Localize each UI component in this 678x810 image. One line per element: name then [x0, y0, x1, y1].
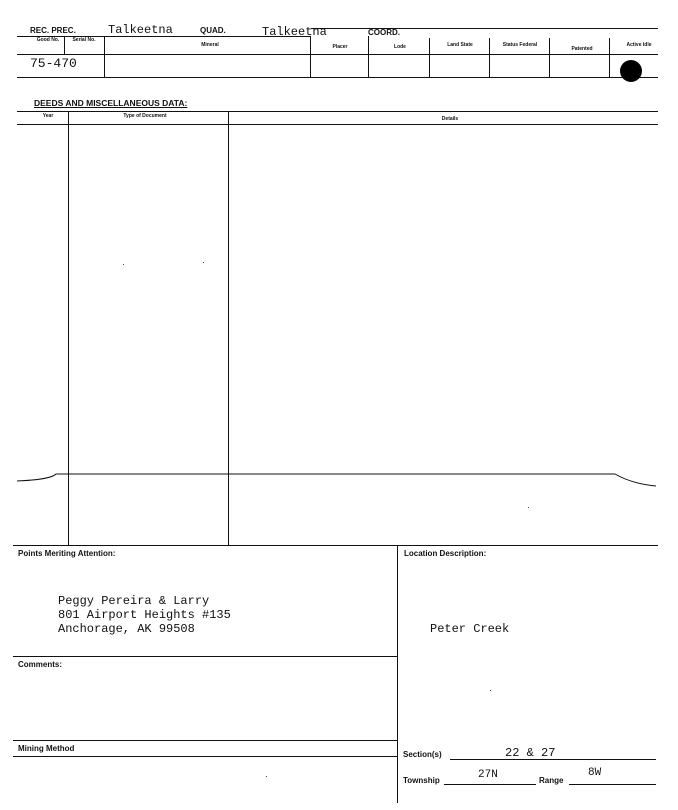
comments-label: Comments:	[18, 660, 63, 669]
scan-dot	[266, 776, 267, 777]
points-label: Points Meriting Attention:	[18, 549, 116, 558]
deeds-header-bottom	[17, 124, 658, 125]
scan-dot	[123, 264, 124, 265]
col-active-idle: Active Idle	[626, 42, 652, 48]
fold-line	[0, 466, 678, 496]
col-divider-6	[489, 38, 490, 77]
coord-label: COORD.	[368, 28, 400, 37]
township-label: Township	[403, 776, 440, 785]
comments-top	[13, 656, 397, 657]
deeds-col-year: Year	[42, 113, 54, 119]
points-line-2: 801 Airport Heights #135	[58, 608, 231, 622]
col-lode: Lode	[394, 44, 406, 50]
col-divider-2	[104, 36, 105, 77]
header-line-top	[17, 36, 311, 37]
scan-dot	[490, 690, 491, 691]
rec-prec-label: REC. PREC.	[30, 26, 76, 35]
bottom-section-top	[13, 545, 658, 546]
points-line-1: Peggy Pereira & Larry	[58, 594, 210, 608]
range-value: 8W	[588, 767, 602, 779]
col-mineral: Mineral	[201, 42, 219, 48]
location-label: Location Description:	[404, 549, 487, 558]
sections-label: Section(s)	[403, 750, 442, 759]
col-divider-7	[549, 38, 550, 77]
col-divider-3	[310, 36, 311, 77]
deeds-line-top	[17, 111, 658, 112]
col-status-federal: Status Federal	[502, 42, 538, 48]
col-land-state: Land State	[447, 42, 473, 48]
col-placer: Placer	[332, 44, 348, 50]
col-good-no: Good No.	[36, 37, 60, 43]
quad-label: QUAD.	[200, 26, 226, 35]
mining-bottom	[13, 756, 397, 757]
col-divider-5	[429, 38, 430, 77]
deeds-col-details: Details	[441, 116, 459, 122]
active-status-dot	[620, 60, 642, 82]
township-value: 27N	[478, 769, 498, 781]
bottom-center-divider	[397, 545, 398, 803]
scan-dot	[203, 262, 204, 263]
col-divider-1	[64, 36, 65, 54]
col-serial-no: Serial No.	[72, 37, 96, 43]
mining-label: Mining Method	[18, 744, 75, 753]
quad-value: Talkeetna	[262, 25, 327, 39]
mining-top	[13, 740, 397, 741]
deeds-col-type: Type of Document	[123, 113, 167, 119]
deeds-title: DEEDS AND MISCELLANEOUS DATA:	[34, 98, 188, 108]
points-line-3: Anchorage, AK 99508	[58, 622, 195, 636]
scan-dot	[528, 507, 529, 508]
location-value: Peter Creek	[430, 622, 510, 636]
header-block-bottom	[17, 77, 658, 78]
sections-value: 22 & 27	[505, 746, 556, 760]
rec-prec-value: Talkeetna	[108, 23, 173, 37]
township-underline	[444, 784, 536, 785]
sections-underline	[450, 759, 656, 760]
range-label: Range	[539, 776, 564, 785]
record-number: 75-470	[30, 56, 77, 71]
col-divider-8	[609, 38, 610, 77]
col-patented: Patented	[571, 46, 593, 52]
header-line-top-right	[311, 28, 658, 29]
col-divider-4	[368, 36, 369, 77]
column-header-bottom	[17, 54, 658, 55]
range-underline	[569, 784, 656, 785]
